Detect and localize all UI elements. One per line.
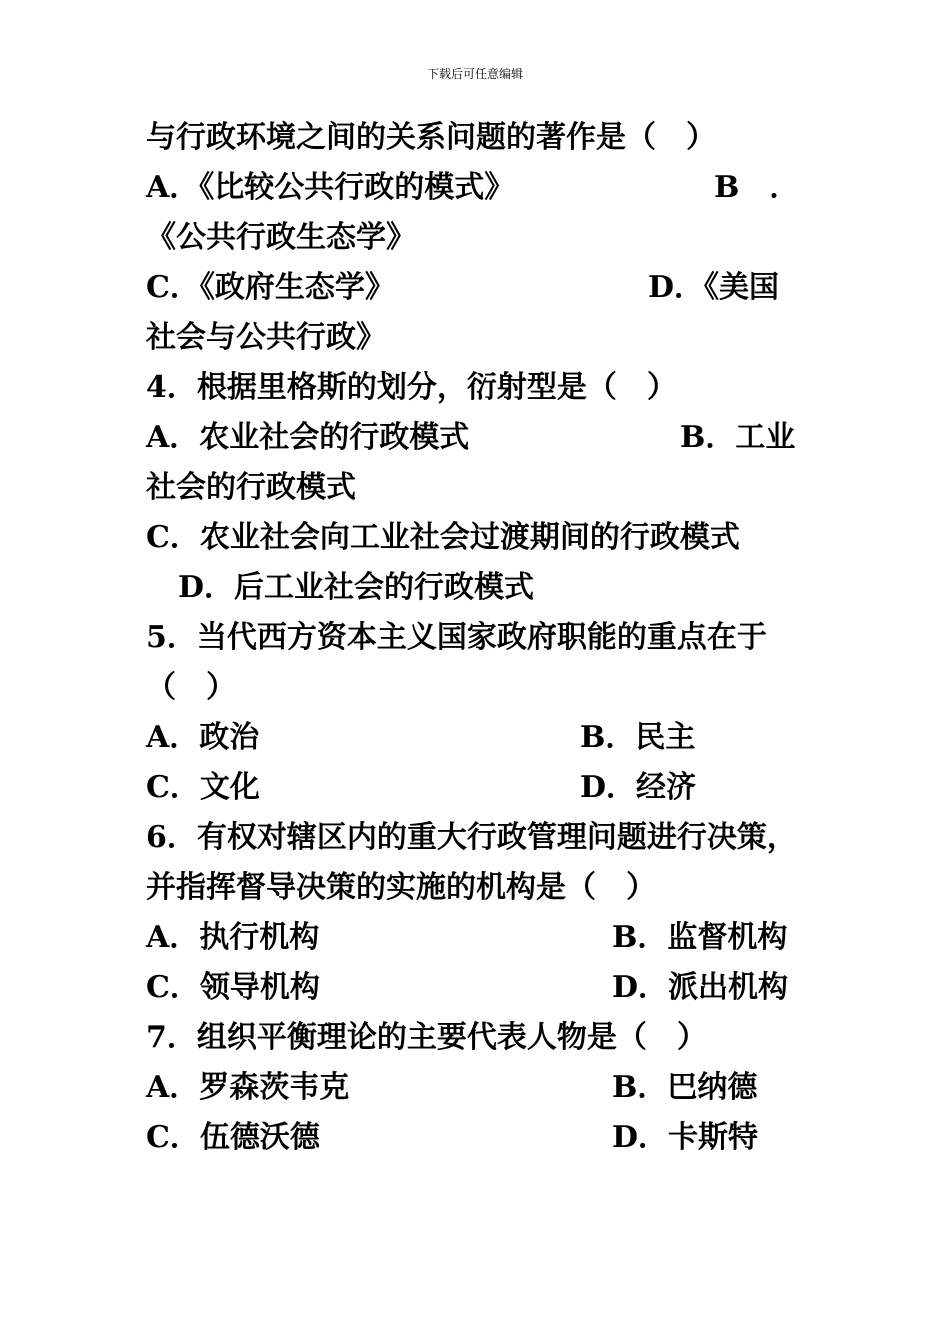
question-7-stem: 7．组织平衡理论的主要代表人物是（ ） [146, 1020, 707, 1055]
question-3-options-row-1 [146, 163, 846, 213]
q7-option-c: C．伍德沃德 [146, 1120, 320, 1155]
q6-option-d: D．派出机构 [612, 970, 789, 1005]
question-6-stem: 6．有权对辖区内的重大行政管理问题进行决策， [146, 820, 797, 855]
q3-option-c: C．《政府生态学》 [146, 270, 395, 305]
q5-option-d: D．经济 [580, 770, 697, 805]
q6-option-c: C．领导机构 [146, 970, 320, 1005]
question-6-options-row-1 [146, 913, 846, 963]
question-3-stem-continued: 与行政环境之间的关系问题的著作是（ ） [146, 120, 716, 155]
question-3-options-row-2 [146, 263, 846, 313]
q5-option-a: A．政治 [146, 720, 260, 755]
q4-option-d: D．后工业社会的行政模式 [178, 570, 535, 605]
question-5-options-row-1 [146, 713, 846, 763]
q6-option-b: B．监督机构 [612, 920, 788, 955]
q7-option-d: D．卡斯特 [612, 1120, 759, 1155]
q4-option-b-start: B．工业 [680, 420, 796, 455]
q3-option-d-start: D．《美国 [648, 270, 780, 305]
q4-option-c: C．农业社会向工业社会过渡期间的行政模式 [146, 520, 740, 555]
q4-option-a: A．农业社会的行政模式 [146, 420, 470, 455]
q3-option-b-text: 《公共行政生态学》 [146, 220, 416, 255]
q7-option-b: B．巴纳德 [612, 1070, 758, 1105]
q7-option-a: A．罗森茨韦克 [146, 1070, 350, 1105]
q3-option-a: A．《比较公共行政的模式》 [146, 170, 515, 205]
page-header: 下载后可任意编辑 [426, 67, 523, 81]
q3-option-b-label: B ． [714, 170, 800, 205]
q6-option-a: A．执行机构 [146, 920, 320, 955]
question-6-options-row-2 [146, 963, 846, 1013]
q5-option-b: B．民主 [580, 720, 696, 755]
question-6-stem-continued: 并指挥督导决策的实施的机构是（ ） [146, 870, 656, 905]
q5-option-c: C．文化 [146, 770, 260, 805]
question-4-options-row-1 [146, 413, 846, 463]
q4-option-b-end: 社会的行政模式 [146, 470, 356, 505]
question-5-stem-paren: （ ） [146, 670, 236, 705]
question-7-options-row-1 [146, 1063, 846, 1113]
question-4-stem: 4．根据里格斯的划分，衍射型是（ ） [146, 370, 677, 405]
q3-option-d-end: 社会与公共行政》 [146, 320, 386, 355]
question-7-options-row-2 [146, 1113, 846, 1163]
question-5-stem: 5．当代西方资本主义国家政府职能的重点在于 [146, 620, 767, 655]
question-5-options-row-2 [146, 763, 846, 813]
